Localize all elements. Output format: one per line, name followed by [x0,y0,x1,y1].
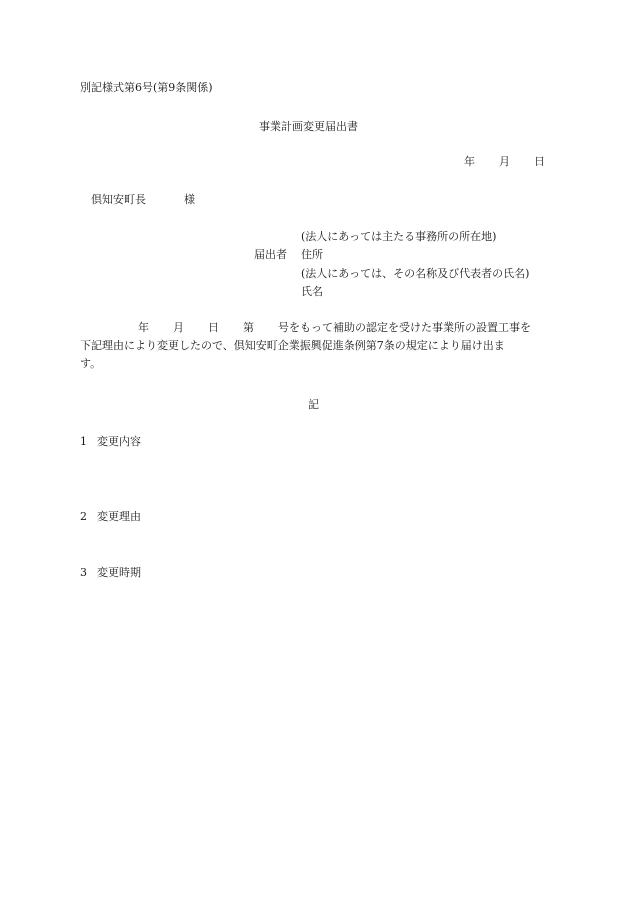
notifier-label: 届出者 [254,248,287,261]
ki-heading: 記 [308,398,319,411]
date-year: 年 [464,155,475,168]
item-2-number: 2 [80,510,87,523]
body-line-1-text: 号をもって補助の認定を受けた事業所の設置工事を [278,321,531,334]
body-number-prefix: 第 [243,321,254,334]
item-1-label: 変更内容 [97,435,141,448]
corporate-name-note: (法人にあっては、その名称及び代表者の氏名) [301,267,530,280]
form-number: 別記様式第6号(第9条関係) [80,81,213,94]
body-line-1 [80,319,552,337]
item-2-label: 変更理由 [97,510,141,523]
body-month: 月 [173,321,184,334]
name-label: 氏名 [301,285,323,298]
document-title: 事業計画変更届出書 [259,120,358,133]
date-month: 月 [499,155,510,168]
body-year: 年 [138,321,149,334]
item-1-number: 1 [80,435,87,448]
addressee-honorific: 様 [184,193,195,206]
addressee-name: 倶知安町長 [91,193,146,206]
body-line-2: 下記理由により変更したので、倶知安町企業振興促進条例第7条の規定により届け出ま [80,339,505,352]
body-paragraph [80,319,552,373]
body-line-3: す。 [80,357,102,370]
date-day: 日 [534,155,545,168]
address-label: 住所 [301,248,323,261]
item-3-number: 3 [80,566,87,579]
item-3-label: 変更時期 [97,566,141,579]
body-day: 日 [208,321,219,334]
corporate-address-note: (法人にあっては主たる事務所の所在地) [301,230,497,243]
